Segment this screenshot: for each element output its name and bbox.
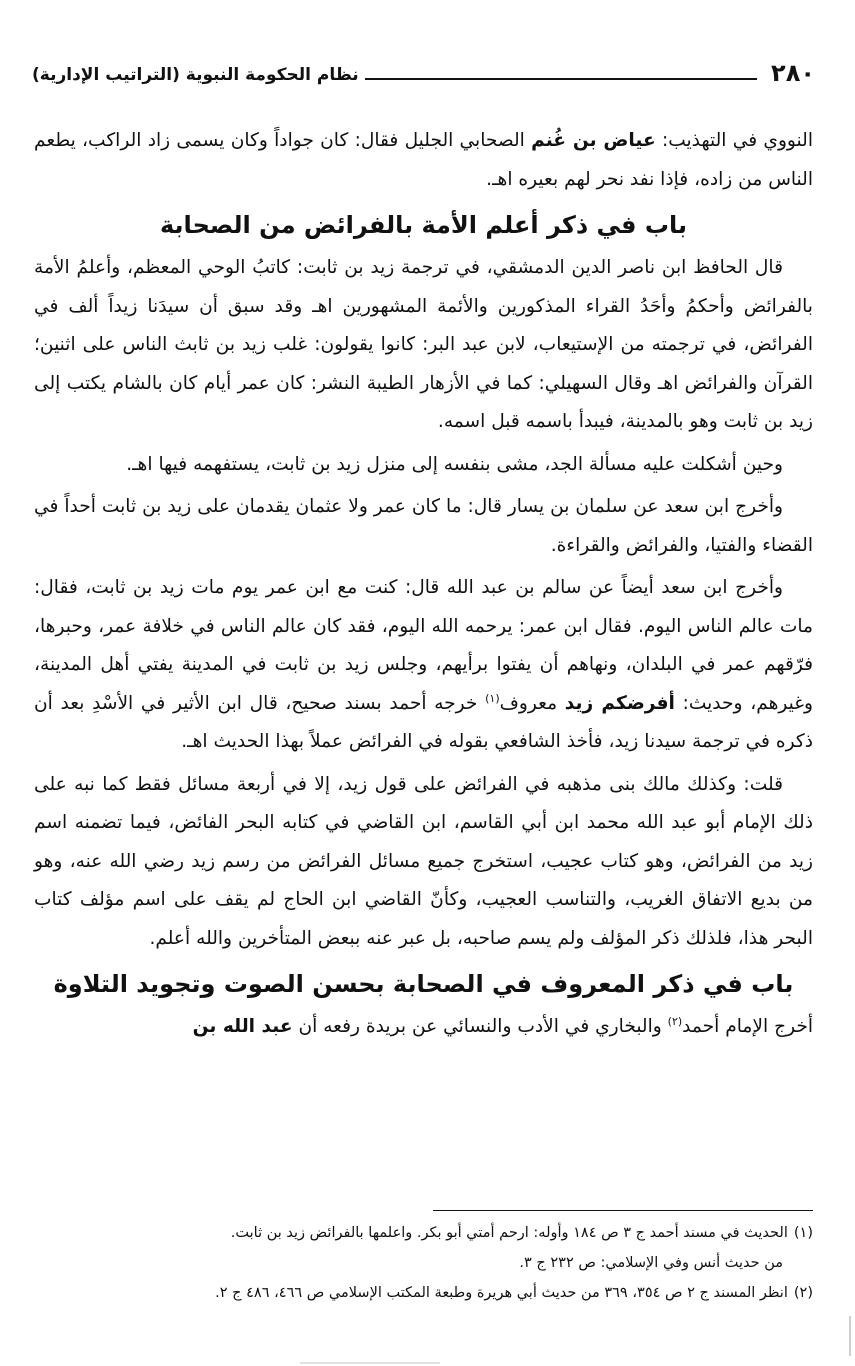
section-heading-faraid: باب في ذكر أعلم الأمة بالفرائض من الصحابة (159, 211, 687, 239)
footnote-1 (34, 1218, 813, 1278)
paragraph-5 (34, 569, 813, 762)
footnote-separator (433, 1210, 813, 1211)
paragraph-7-text-b: والبخاري في الأدب والنسائي عن بريدة رفعه أن (292, 1016, 668, 1037)
running-title: نظام الحكومة النبوية (التراتيب الإدارية) (32, 65, 359, 85)
page-body (34, 122, 813, 1047)
footnote-mark-1[interactable]: (١) (485, 691, 500, 705)
footnote-2-text: انظر المسند ج ٢ ص ٣٥٤، ٣٦٩ من حديث أبي هريرة وطبعة المكتب الإسلامي ص ٤٦٦، ٤٨٦ ج ٢. (215, 1285, 788, 1301)
paragraph-2: قال الحافظ ابن ناصر الدين الدمشقي، في ترجمة زيد بن ثابت: كاتبُ الوحي المعظم، وأعلمُ الأمة بالفرائض وأحكمُ وأحَدُ القراء المذكورين والأئمة المشهورين اهـ وقد سبق أن سيدَنا زيداً ألف في الفرائض، في ترجمته من الإستيعاب، لابن عبد البر: كانوا يقولون: غلب زيد بن ثابث الناس على اثنين؛ القرآن والفرائض اهـ وقال السهيلي: كما في الأزهار الطيبة النشر: كان عمر أيام كان بالشام يكتب إلى زيد بن ثابت وهو بالمدينة، فيبدأ باسمه قبل اسمه. (34, 257, 813, 432)
scan-edge-mark (849, 1316, 851, 1356)
paragraph-5-text-a: وأخرج ابن سعد أيضاً عن سالم بن عبد الله قال: كنت مع ابن عمر يوم مات زيد بن ثابت، فقال: مات عالم الناس اليوم. فقال ابن عمر: يرحمه الله اليوم، فقد كان عالم الناس في خلافة عمر، وحبرها، فرّقهم عمر في البلدان، ونهاهم أن يفتوا برأيهم، وجلس زيد بن ثابت في المدينة يفتي أهل المدينة، وغيرهم، وحديث: (34, 577, 813, 714)
footnote-2-number: (٢) (793, 1285, 813, 1301)
paragraph-4: وأخرج ابن سعد عن سلمان بن يسار قال: ما كان عمر ولا عثمان يقدمان على زيد بن ثابت أحداً في القضاء والفتيا، والفرائض والقراءة. (34, 496, 813, 556)
paragraph-7-text-a: أخرج الإمام أحمد (682, 1016, 813, 1037)
paragraph-5-text-b: معروف (499, 692, 565, 714)
paragraph-5-text-c: خرجه أحمد بسند صحيح، قال ابن الأثير في الأسْدِ بعد أن ذكره في ترجمة سيدنا زيد، فأخذ الشافعي بقوله في الفرائض عملاً بهذا الحديث اهـ. (34, 692, 813, 752)
paragraph-1-lead: النووي في التهذيب: (655, 130, 813, 151)
footnotes (34, 1218, 813, 1308)
paragraph-6: قلت: وكذلك مالك بنى مذهبه في الفرائض على قول زيد، إلا في أربعة مسائل فقط كما نبه على ذلك الإمام أبو عبد الله محمد ابن أبي القاسم، ابن القاضي في كتابه البحر الفائض، فيما تضمنه اسم زيد من الفرائض، وهو كتاب عجيب، استخرج جميع مسائل الفرائض من رسم زيد رضي الله عنه، وهو من بديع الاتفاق الغريب، والتناسب العجيب، وكأنّ القاضي ابن الحاج لم يقف على اسم مؤلف كتاب البحر هذا، فلذلك ذكر المؤلف ولم يسم صاحبه، بل عبر عنه ببعض المتأخرين والله أعلم. (34, 773, 813, 949)
scan-bottom-mark (300, 1362, 440, 1364)
footnote-2 (34, 1278, 813, 1308)
paragraph-1 (34, 122, 813, 199)
person-name-abdullah: عبد الله بن (192, 1016, 293, 1037)
hadith-phrase: أفرضكم زيد (564, 692, 675, 714)
section-heading-recitation: باب في ذكر المعروف في الصحابة بحسن الصوت وتجويد التلاوة (53, 970, 794, 998)
footnote-1-line-2: من حديث أنس وفي الإسلامي: ص ٢٣٢ ج ٣. (519, 1255, 783, 1271)
footnote-mark-2[interactable]: (٢) (667, 1014, 683, 1028)
footnote-1-number: (١) (793, 1225, 813, 1241)
paragraph-7 (34, 1008, 813, 1047)
paragraph-3: وحين أشكلت عليه مسألة الجد، مشى بنفسه إلى منزل زيد بن ثابت، يستفهمه فيها اهـ. (126, 453, 783, 475)
page-number: ٢٨٠ (771, 59, 815, 87)
footnote-1-line-1: الحديث في مسند أحمد ج ٣ ص ١٨٤ وأوله: ارحم أمتي أبو بكر. واعلمها بالفرائض زيد بن ثابت. (230, 1225, 788, 1241)
running-header (32, 52, 815, 86)
header-rule (365, 78, 757, 80)
person-name-iyad: عياض بن غُنم (531, 130, 656, 151)
paragraph-1-rest: الصحابي الجليل فقال: كان جواداً وكان يسمى زاد الراكب، يطعم الناس من زاده، فإذا نفد نحر لهم بعيره اهـ. (34, 130, 813, 190)
